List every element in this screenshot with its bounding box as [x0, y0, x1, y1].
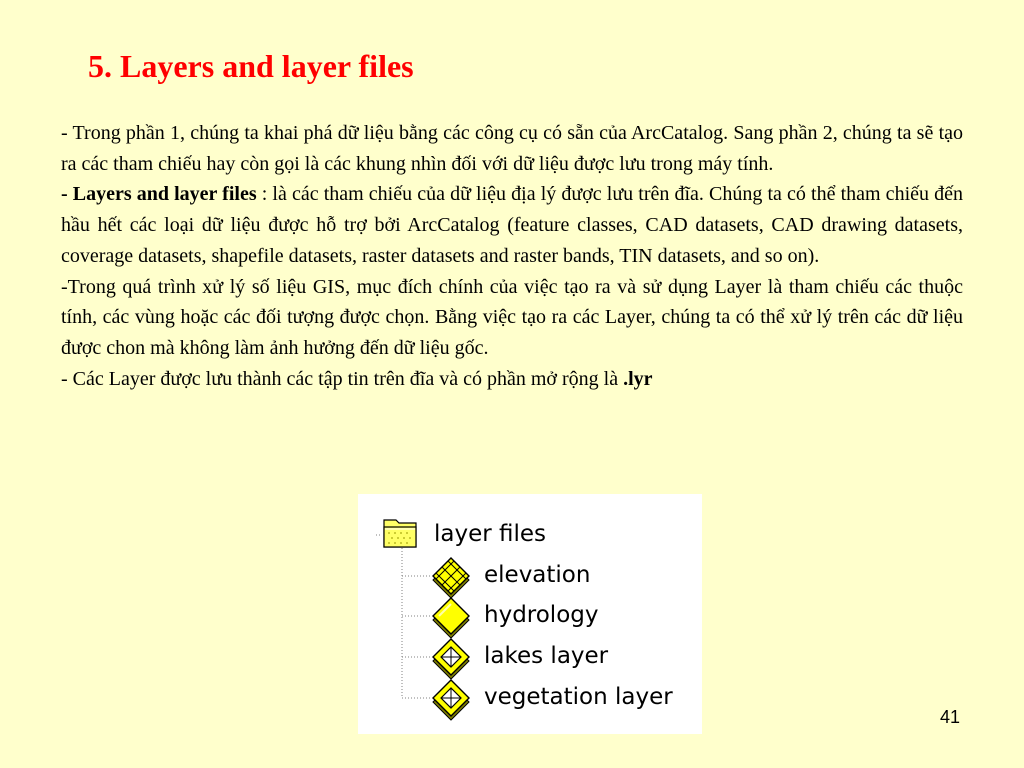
layers-term: - Layers and layer files — [61, 183, 257, 206]
tree-item-hydrology[interactable]: hydrology — [484, 602, 599, 628]
outline-layer-icon — [433, 680, 469, 720]
paragraph-layers-definition — [61, 179, 963, 271]
tree-folder-label[interactable]: layer files — [434, 521, 547, 547]
yellow-layer-icon — [433, 598, 469, 638]
tree-item-vegetation-layer[interactable]: vegetation layer — [484, 684, 673, 710]
paragraph-gis-purpose: -Trong quá trình xử lý số liệu GIS, mục đích chính của việc tạo ra và sử dụng Layer là tham chiếu các thuộc tính, các vùng hoặc các đối tượng được chọn. Bằng việc tạo ra các Layer, chúng ta có thể xử lý trên các dữ liệu được chon mà không làm ảnh hưởng đến dữ liệu gốc. — [61, 275, 963, 359]
paragraph-intro: - Trong phần 1, chúng ta khai phá dữ liệu bằng các công cụ có sẵn của ArcCatalog. Sang phần 2, chúng ta sẽ tạo ra các tham chiếu hay còn gọi là các khung nhìn đối với dữ liệu được lưu trong máy tính. — [61, 122, 963, 175]
outline-layer-icon — [433, 639, 469, 679]
page-number: 41 — [940, 707, 961, 727]
folder-icon — [384, 520, 416, 547]
catalog-tree-panel — [358, 494, 702, 734]
tree-item-elevation[interactable]: elevation — [484, 562, 591, 588]
paragraph-lyr-extension — [61, 364, 963, 395]
hatched-layer-icon — [433, 558, 469, 598]
slide-body — [61, 118, 963, 394]
tree-lines — [376, 535, 430, 698]
lyr-extension-text: - Các Layer được lưu thành các tập tin trên đĩa và có phần mở rộng là — [61, 367, 624, 390]
layers-definition-text: : là các tham chiếu của dữ liệu địa lý được lưu trên đĩa. Chúng ta có thể tham chiếu đến hầu hết các loại dữ liệu được hỗ trợ bởi ArcCatalog (feature classes, CAD datasets, CAD drawing datasets, coverage datasets, shapefile datasets, raster datasets and raster bands, TIN datasets, and so on). — [61, 183, 963, 267]
lyr-extension-term: .lyr — [623, 367, 653, 390]
tree-item-lakes-layer[interactable]: lakes layer — [484, 643, 609, 669]
slide-title: 5. Layers and layer files — [88, 48, 414, 84]
